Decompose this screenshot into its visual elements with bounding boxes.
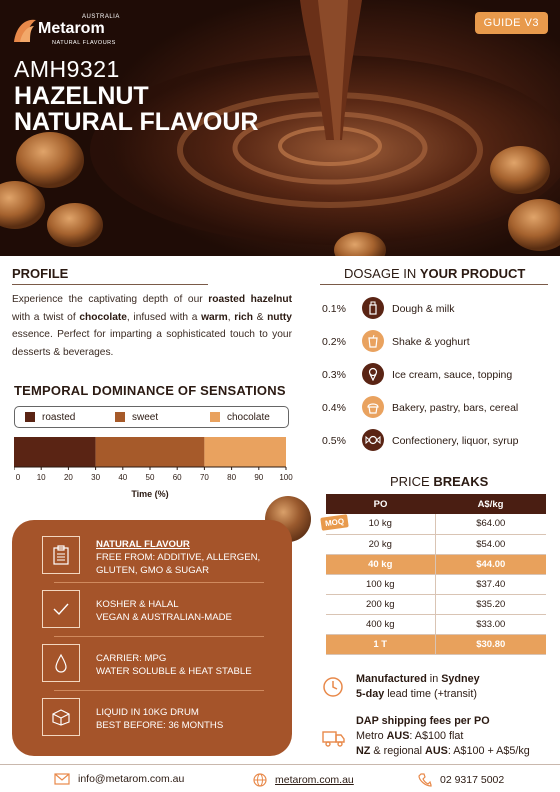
profile-text-run: , (227, 311, 235, 323)
price-row (326, 574, 546, 594)
shipping-info (356, 714, 530, 759)
dosage-application: Shake & yoghurt (392, 336, 470, 348)
price-po-cell: 10 kg (326, 514, 435, 534)
nz-rest: : A$100 + A$5/kg (447, 745, 530, 757)
chart-legend (14, 406, 289, 428)
price-heading-plain: PRICE (390, 474, 430, 489)
price-table (326, 494, 546, 655)
chart-x-axis-label: Time (%) (131, 489, 169, 499)
product-code: AMH9321 (14, 56, 120, 82)
x-tick-label: 60 (172, 473, 182, 482)
x-tick-label: 90 (254, 473, 264, 482)
price-row (326, 594, 546, 614)
dosage-application: Confectionery, liquor, syrup (392, 435, 519, 447)
candy-icon (362, 429, 384, 451)
manufacturing-info (356, 672, 480, 702)
dosage-percent: 0.4% (322, 402, 346, 414)
profile-description (12, 291, 292, 361)
price-po-cell: 200 kg (326, 594, 435, 614)
moq-badge: MOQ (320, 514, 349, 531)
x-tick-label: 10 (36, 473, 46, 482)
profile-keyword: chocolate (79, 311, 127, 323)
profile-text-run: essence. Perfect for imparting a sophisticated touch to your desserts & beverages. (12, 329, 292, 358)
legend-swatch-chocolate (210, 412, 220, 422)
x-tick-label: 100 (279, 473, 293, 482)
price-value-cell: $44.00 (435, 554, 546, 574)
nz-aus-bold: AUS (425, 745, 448, 757)
profile-rule (12, 284, 208, 285)
manufactured-bold: Manufactured (356, 673, 427, 685)
legend-label-roasted: roasted (42, 411, 76, 423)
info-carrier-text (96, 652, 296, 678)
envelope-icon (54, 773, 70, 785)
milk-bottle-icon (362, 297, 384, 319)
footer-phone-text[interactable]: 02 9317 5002 (440, 774, 505, 786)
footer-website[interactable] (253, 773, 354, 787)
ice-cream-icon (362, 363, 384, 385)
dosage-heading-plain: DOSAGE IN (344, 266, 417, 281)
dosage-row (322, 330, 552, 356)
dosage-percent: 0.5% (322, 435, 346, 447)
info-pack-line1: LIQUID IN 10KG DRUM (96, 707, 199, 718)
product-info-box (12, 520, 292, 756)
product-title (14, 83, 258, 135)
info-natural-text (96, 538, 296, 577)
legend-swatch-roasted (25, 412, 35, 422)
dosage-heading-bold: YOUR PRODUCT (419, 266, 526, 281)
price-po-cell: 1 T (326, 634, 435, 654)
shipping-metro-line (356, 729, 530, 744)
x-tick-label: 20 (63, 473, 73, 482)
package-box-icon (42, 698, 80, 736)
x-tick-label: 30 (91, 473, 101, 482)
temporal-heading: TEMPORAL DOMINANCE OF SENSATIONS (14, 383, 286, 398)
legend-item-sweet (115, 412, 158, 423)
dosage-percent: 0.2% (322, 336, 346, 348)
profile-text-run: Experience the captivating depth of our (12, 294, 209, 305)
legend-label-chocolate: chocolate (227, 411, 270, 423)
dosage-row (322, 396, 552, 422)
shake-cup-icon (362, 330, 384, 352)
info-natural-line: FREE FROM: ADDITIVE, ALLERGEN, GLUTEN, GMO & SUGAR (96, 552, 261, 576)
lead-time-rest: lead time (+transit) (384, 688, 477, 700)
brand-country: AUSTRALIA (82, 14, 120, 20)
dosage-rule (320, 284, 548, 285)
price-col-po: PO (326, 494, 435, 514)
shipping-nz-line (356, 744, 530, 759)
price-value-cell: $30.80 (435, 634, 546, 654)
bar-segment-roasted (14, 437, 96, 467)
metarom-logo (12, 12, 122, 50)
info-cert-line2: VEGAN & AUSTRALIAN-MADE (96, 612, 232, 623)
product-title-line1: HAZELNUT (14, 82, 149, 110)
dosage-heading (344, 266, 525, 281)
profile-keyword: nutty (267, 311, 292, 323)
metro-plain: Metro (356, 730, 387, 742)
legend-swatch-sweet (115, 412, 125, 422)
info-carrier-line1: CARRIER: MPG (96, 653, 167, 664)
check-icon (42, 590, 80, 628)
dosage-percent: 0.3% (322, 369, 346, 381)
manufactured-city: Sydney (441, 673, 480, 685)
price-table-body (326, 514, 546, 654)
price-heading-bold: BREAKS (433, 474, 489, 489)
footer-email-text[interactable]: info@metarom.com.au (78, 773, 185, 785)
guide-version-badge: GUIDE V3 (475, 12, 548, 34)
brand-name: Metarom (38, 20, 105, 37)
price-value-cell: $33.00 (435, 614, 546, 634)
dosage-row (322, 363, 552, 389)
price-row (326, 554, 546, 574)
price-row (326, 534, 546, 554)
globe-icon (253, 773, 267, 787)
info-cert-text (96, 598, 296, 624)
footer-phone[interactable] (418, 773, 504, 787)
x-tick-label: 50 (145, 473, 155, 482)
profile-text-run: with a twist of (12, 311, 80, 323)
info-divider (54, 636, 264, 637)
nz-bold: NZ (356, 745, 371, 757)
clipboard-icon (42, 536, 80, 574)
metro-rest: : A$100 flat (409, 730, 464, 742)
clock-icon (322, 676, 344, 698)
price-heading (390, 474, 488, 489)
price-table-header (326, 494, 546, 514)
product-title-line2: NATURAL FLAVOUR (14, 108, 259, 136)
profile-text-run: , infused with a (126, 311, 202, 323)
price-value-cell: $54.00 (435, 534, 546, 554)
brand-tagline: NATURAL FLAVOURS (52, 40, 116, 46)
info-carrier-line2: WATER SOLUBLE & HEAT STABLE (96, 666, 252, 677)
delivery-truck-icon (322, 728, 346, 748)
dosage-application: Bakery, pastry, bars, cereal (392, 402, 519, 414)
profile-keyword: roasted hazelnut (208, 294, 293, 305)
price-po-cell: 40 kg (326, 554, 435, 574)
price-value-cell: $37.40 (435, 574, 546, 594)
info-divider (54, 582, 264, 583)
lead-time-line (356, 687, 480, 702)
price-row (326, 614, 546, 634)
cupcake-icon (362, 396, 384, 418)
lead-time-bold: 5-day (356, 688, 385, 700)
dosage-percent: 0.1% (322, 303, 346, 315)
footer-divider (0, 764, 560, 765)
phone-icon (418, 773, 432, 787)
x-tick-label: 70 (199, 473, 209, 482)
dosage-row (322, 297, 552, 323)
metro-bold: AUS (386, 730, 410, 742)
info-cert-line1: KOSHER & HALAL (96, 599, 179, 610)
bar-segment-chocolate (204, 437, 286, 467)
price-row (326, 514, 546, 534)
shipping-title-text: DAP shipping fees per PO (356, 715, 490, 727)
bar-segment-sweet (96, 437, 205, 467)
nz-mid: & regional (370, 745, 426, 757)
dosage-application: Dough & milk (392, 303, 455, 315)
profile-heading: PROFILE (12, 266, 69, 281)
x-tick-label: 80 (227, 473, 237, 482)
profile-keyword: warm (201, 311, 228, 323)
price-row (326, 634, 546, 654)
legend-item-chocolate (210, 412, 270, 423)
x-tick-label: 0 (15, 473, 21, 482)
price-po-cell: 20 kg (326, 534, 435, 554)
shipping-title (356, 714, 530, 729)
price-po-cell: 400 kg (326, 614, 435, 634)
price-po-cell: 100 kg (326, 574, 435, 594)
footer-website-text[interactable]: metarom.com.au (275, 774, 354, 786)
x-tick-label: 40 (118, 473, 128, 482)
footer-email[interactable] (54, 773, 184, 785)
profile-text-run: & (252, 311, 268, 323)
info-natural-title: NATURAL FLAVOUR (96, 539, 190, 550)
manufactured-mid: in (426, 673, 442, 685)
legend-label-sweet: sweet (132, 411, 159, 423)
info-divider (54, 690, 264, 691)
dosage-row (322, 429, 552, 455)
manufactured-line (356, 672, 480, 687)
dosage-application: Ice cream, sauce, topping (392, 369, 513, 381)
price-col-price: A$/kg (435, 494, 546, 514)
info-pack-text (96, 706, 296, 732)
temporal-dominance-chart (14, 437, 300, 487)
droplet-icon (42, 644, 80, 682)
hero-banner (0, 0, 560, 256)
price-value-cell: $64.00 (435, 514, 546, 534)
price-value-cell: $35.20 (435, 594, 546, 614)
info-pack-line2: BEST BEFORE: 36 MONTHS (96, 720, 224, 731)
profile-keyword: rich (234, 311, 253, 323)
legend-item-roasted (25, 412, 75, 423)
